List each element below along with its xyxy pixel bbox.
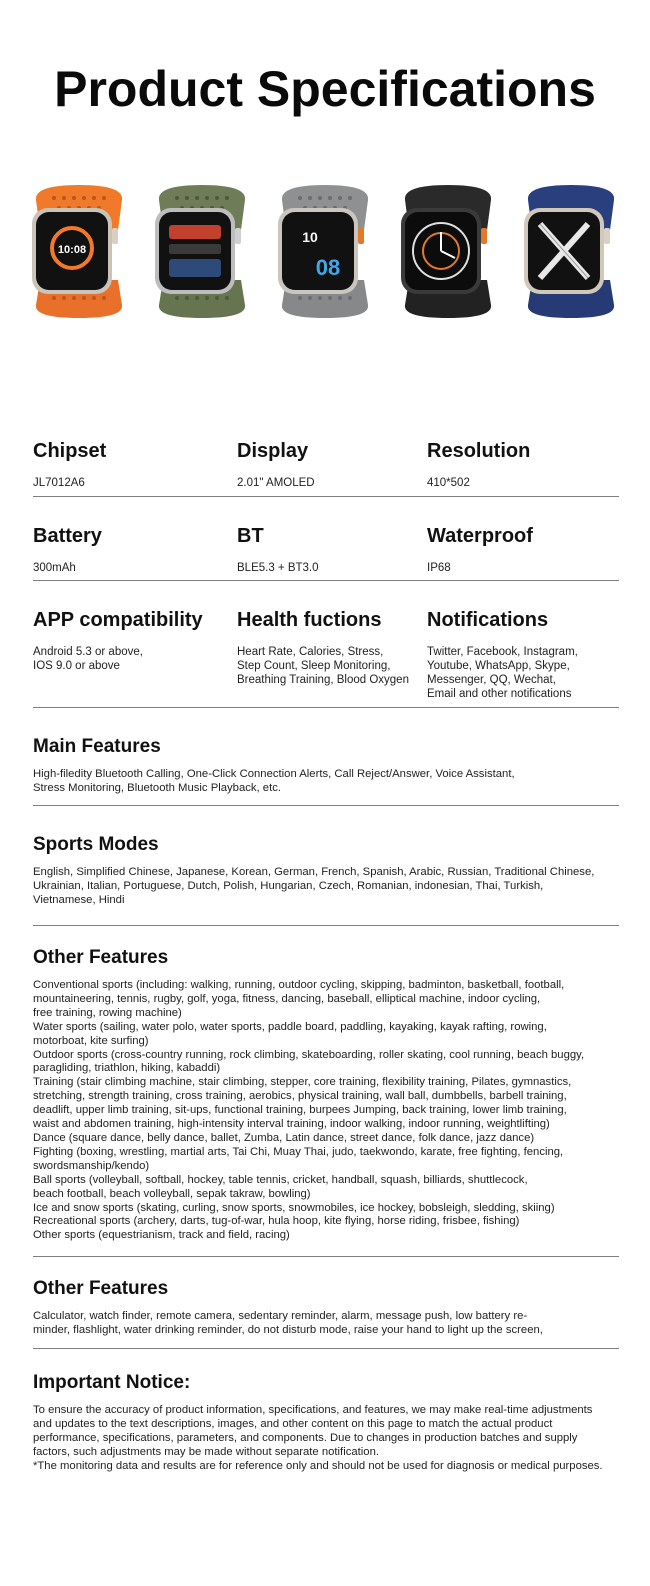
section-line: Calculator, watch finder, remote camera, sedentary reminder, alarm, message push, low battery re-: [33, 1310, 528, 1322]
section-body: [33, 979, 619, 1243]
section-line: Vietnamese, Hindi: [33, 893, 125, 906]
svg-text:10:08: 10:08: [57, 244, 87, 256]
spec-value-line: Step Count, Sleep Monitoring,: [237, 660, 391, 672]
section-line: Water sports (sailing, water polo, water sports, paddle board, paddling, kayaking, kayak rafting, rowing,: [33, 1020, 547, 1033]
watch-blue-image: [516, 180, 626, 320]
spec-label: Resolution: [427, 440, 531, 462]
svg-text:08: 08: [315, 255, 341, 280]
section-line: Stress Monitoring, Bluetooth Music Playback, etc.: [33, 781, 282, 794]
section-line: deadlift, upper limb training, sit-ups, functional training, burpees Jumping, back training, lower limb training,: [33, 1104, 567, 1117]
spec-label: Display: [237, 440, 309, 462]
section-body: [33, 1310, 619, 1338]
section-line: Recreational sports (archery, darts, tug-of-war, hula hoop, kite flying, horse riding, frisbee, fishing): [33, 1215, 520, 1228]
important-notice-section: [33, 1372, 633, 1474]
section-line: Training (stair climbing machine, stair climbing, stepper, core training, flexibility training, Pilates, gymnastics,: [33, 1076, 572, 1089]
spec-bt: [237, 525, 319, 575]
section-line: To ensure the accuracy of product information, specifications, and features, we may make real-time adjustments: [33, 1404, 593, 1416]
section-line: mountaineering, tennis, rugby, golf, yoga, fitness, dancing, baseball, elliptical machine, indoor cycling,: [33, 992, 541, 1005]
section-line: beach football, beach volleyball, sepak takraw, bowling): [33, 1187, 311, 1200]
spec-display: [237, 440, 315, 490]
section-line: swordsmanship/kendo): [33, 1159, 150, 1172]
section-line: paragliding, triathlon, hiking, kabaddi): [33, 1062, 221, 1075]
spec-value: 2.01" AMOLED: [237, 477, 315, 489]
section-line: English, Simplified Chinese, Japanese, Korean, German, French, Spanish, Arabic, Russian, Traditional Chinese,: [33, 866, 595, 878]
section-line: High-filedity Bluetooth Calling, One-Click Connection Alerts, Call Reject/Answer, Voice Assistant,: [33, 768, 515, 780]
other-features-sports-section: [33, 947, 619, 1257]
spec-health-functions: [237, 609, 409, 687]
watch-green-image: [147, 180, 257, 320]
watch-grey-image: [270, 180, 380, 320]
section-line: minder, flashlight, water drinking reminder, do not disturb mode, raise your hand to light up the screen,: [33, 1323, 543, 1336]
spec-value-line: Youtube, WhatsApp, Skype,: [427, 660, 570, 672]
spec-label: Notifications: [427, 609, 549, 631]
section-title: Other Features: [33, 947, 169, 968]
section-title: Other Features: [33, 1278, 169, 1299]
section-body: [33, 1404, 633, 1474]
section-line: Ukrainian, Italian, Portuguese, Dutch, Polish, Hungarian, Czech, Romanian, indonesian, Thai, Turkish,: [33, 879, 544, 892]
spec-value: [237, 645, 409, 687]
spec-chipset: [33, 440, 106, 490]
section-title: Main Features: [33, 736, 161, 757]
spec-value-line: Heart Rate, Calories, Stress,: [237, 646, 384, 658]
spec-label: Waterproof: [427, 525, 533, 547]
section-line: stretching, strength training, cross training, aerobics, physical training, wall ball, dumbbells, barbell training,: [33, 1090, 567, 1103]
section-line: Other sports (equestrianism, track and field, racing): [33, 1229, 290, 1242]
spec-value-line: Twitter, Facebook, Instagram,: [427, 646, 578, 658]
spec-waterproof: [427, 525, 533, 575]
spec-value-line: Breathing Training, Blood Oxygen: [237, 674, 409, 686]
section-body: [33, 866, 619, 908]
spec-value: IP68: [427, 562, 451, 574]
spec-app-compatibility: [33, 609, 203, 673]
spec-row-2: [33, 525, 619, 581]
spec-value: JL7012A6: [33, 477, 85, 489]
section-line: Ice and snow sports (skating, curling, snow sports, snowmobiles, ice hockey, bobsleigh, sledding, skiing): [33, 1201, 555, 1214]
section-line: Fighting (boxing, wrestling, martial arts, Tai Chi, Muay Thai, judo, taekwondo, karate, free fighting, fencing,: [33, 1145, 564, 1158]
section-line: *The monitoring data and results are for reference only and should not be used for diagnosis or medical purposes.: [33, 1459, 603, 1472]
section-line: and updates to the text descriptions, images, and other content on this page to match the actual product: [33, 1417, 553, 1430]
section-title: Sports Modes: [33, 834, 159, 855]
spec-label: APP compatibility: [33, 609, 203, 631]
svg-text:10: 10: [302, 229, 318, 245]
spec-battery: [33, 525, 102, 575]
spec-label: Health fuctions: [237, 609, 382, 631]
watch-orange-image: [24, 180, 134, 320]
section-title: Important Notice:: [33, 1372, 191, 1393]
section-line: waist and abdomen training, high-intensity interval training, indoor walking, indoor running, weightlifting): [33, 1118, 550, 1131]
spec-value-line: Android 5.3 or above,: [33, 646, 143, 658]
spec-value: BLE5.3 + BT3.0: [237, 562, 319, 574]
section-line: Dance (square dance, belly dance, ballet, Zumba, Latin dance, street dance, folk dance, jazz dance): [33, 1131, 535, 1144]
spec-label: BT: [237, 525, 264, 547]
spec-label: Chipset: [33, 440, 107, 462]
watch-gallery: [20, 180, 640, 330]
spec-row-3: [33, 609, 619, 708]
spec-value: [33, 645, 203, 673]
section-line: Outdoor sports (cross-country running, rock climbing, skateboarding, roller skating, cool running, beach buggy,: [33, 1048, 585, 1061]
spec-value-line: Email and other notifications: [427, 688, 572, 700]
spec-value-line: Messenger, QQ, Wechat,: [427, 674, 556, 686]
spec-value-line: IOS 9.0 or above: [33, 660, 120, 672]
spec-value: 410*502: [427, 477, 470, 489]
spec-notifications: [427, 609, 578, 701]
spec-label: Battery: [33, 525, 102, 547]
section-line: motorboat, kite surfing): [33, 1034, 149, 1047]
section-line: Conventional sports (including: walking, running, outdoor cycling, skipping, badminton, basketball, football,: [33, 979, 565, 991]
other-features-tools-section: [33, 1278, 619, 1349]
spec-value: 300mAh: [33, 562, 76, 574]
section-body: [33, 768, 619, 796]
section-line: Ball sports (volleyball, softball, hockey, table tennis, cricket, handball, squash, billiards, shuttlecock,: [33, 1173, 528, 1186]
sports-modes-section: [33, 834, 619, 926]
section-line: performance, specifications, parameters, and components. Due to changes in production batches and supply: [33, 1431, 578, 1444]
section-line: factors, such adjustments may be made without separate notification.: [33, 1445, 379, 1458]
main-features-section: [33, 736, 619, 806]
watch-black-image: [393, 180, 503, 320]
spec-resolution: [427, 440, 530, 490]
spec-row-1: [33, 440, 619, 497]
section-line: free training, rowing machine): [33, 1006, 182, 1019]
page-title: Product Specifications: [54, 61, 596, 117]
spec-value: [427, 645, 578, 701]
